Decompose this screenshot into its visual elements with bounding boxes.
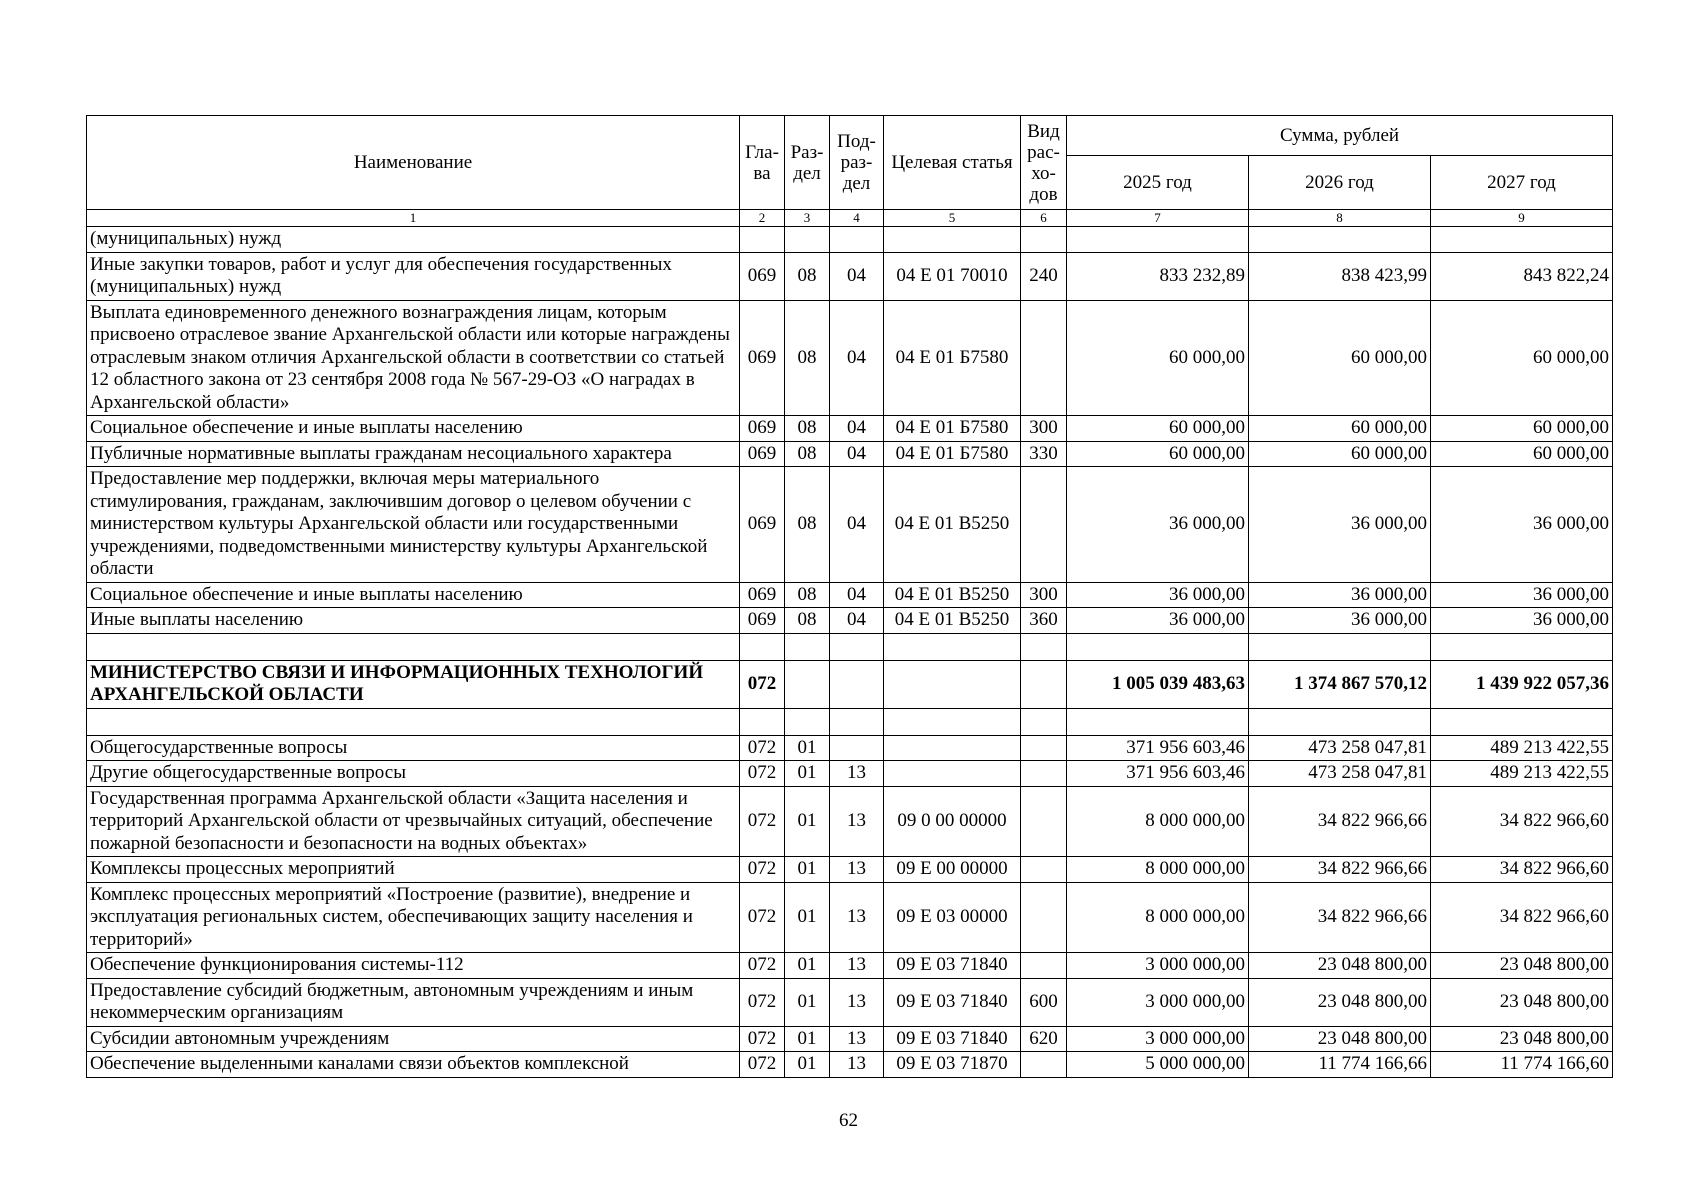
row-podrazdel-cell: 13: [830, 1026, 884, 1052]
row-vid-cell: 240: [1021, 252, 1067, 300]
table-header: [87, 116, 1613, 227]
table-row: [87, 708, 1613, 735]
row-vid-cell: 300: [1021, 416, 1067, 442]
row-razdel-cell: 01: [785, 953, 830, 979]
row-razdel-cell: 01: [785, 978, 830, 1026]
row-sum-2025-cell: 60 000,00: [1067, 416, 1249, 442]
row-sum-2027-cell: 1 439 922 057,36: [1431, 660, 1613, 708]
row-podrazdel-cell: 04: [830, 252, 884, 300]
table-row: [87, 660, 1613, 708]
table-row: [87, 227, 1613, 253]
row-sum-2026-cell: 60 000,00: [1249, 416, 1431, 442]
row-sum-2026-cell: 23 048 800,00: [1249, 1026, 1431, 1052]
row-vid-cell: [1021, 633, 1067, 660]
row-name-cell: Обеспечение функционирования системы-112: [87, 953, 740, 979]
row-podrazdel-cell: 04: [830, 300, 884, 416]
row-podrazdel-cell: 04: [830, 416, 884, 442]
table-row: [87, 761, 1613, 787]
table-row: [87, 608, 1613, 634]
row-name-cell: Комплекс процессных мероприятий «Построение (развитие), внедрение и эксплуатация региональных систем, обеспечивающих защиту населения и территорий»: [87, 882, 740, 953]
row-glava-cell: 072: [740, 735, 785, 761]
row-sum-2027-cell: 23 048 800,00: [1431, 953, 1613, 979]
row-glava-cell: 072: [740, 1026, 785, 1052]
row-sum-2027-cell: 489 213 422,55: [1431, 735, 1613, 761]
row-sum-2026-cell: 34 822 966,66: [1249, 786, 1431, 857]
row-target-cell: [884, 708, 1021, 735]
row-podrazdel-cell: 04: [830, 467, 884, 583]
row-name-cell: Иные выплаты населению: [87, 608, 740, 634]
row-podrazdel-cell: 13: [830, 978, 884, 1026]
row-podrazdel-cell: [830, 633, 884, 660]
row-name-cell: [87, 633, 740, 660]
row-glava-cell: 069: [740, 441, 785, 467]
row-vid-cell: [1021, 660, 1067, 708]
row-target-cell: 09 Е 00 00000: [884, 857, 1021, 883]
row-podrazdel-cell: 13: [830, 761, 884, 787]
budget-table: [86, 115, 1613, 1078]
table-row: [87, 633, 1613, 660]
row-target-cell: 09 Е 03 71840: [884, 953, 1021, 979]
header-sum: Сумма, рублей: [1067, 116, 1613, 156]
row-vid-cell: [1021, 882, 1067, 953]
row-name-cell: Субсидии автономным учреждениям: [87, 1026, 740, 1052]
row-sum-2026-cell: 36 000,00: [1249, 467, 1431, 583]
row-sum-2025-cell: 36 000,00: [1067, 608, 1249, 634]
row-sum-2027-cell: 843 822,24: [1431, 252, 1613, 300]
row-target-cell: 04 Е 01 Б7580: [884, 441, 1021, 467]
row-sum-2025-cell: 833 232,89: [1067, 252, 1249, 300]
row-podrazdel-cell: 13: [830, 857, 884, 883]
row-razdel-cell: [785, 633, 830, 660]
row-sum-2027-cell: [1431, 708, 1613, 735]
row-razdel-cell: 08: [785, 416, 830, 442]
row-name-cell: (муниципальных) нужд: [87, 227, 740, 253]
row-glava-cell: 072: [740, 953, 785, 979]
row-vid-cell: [1021, 300, 1067, 416]
row-sum-2025-cell: 36 000,00: [1067, 467, 1249, 583]
row-sum-2026-cell: 34 822 966,66: [1249, 882, 1431, 953]
row-sum-2027-cell: [1431, 227, 1613, 253]
row-podrazdel-cell: 04: [830, 582, 884, 608]
row-target-cell: 04 Е 01 70010: [884, 252, 1021, 300]
column-number-cell: 1: [87, 210, 740, 227]
row-name-cell: Комплексы процессных мероприятий: [87, 857, 740, 883]
row-name-cell: Иные закупки товаров, работ и услуг для обеспечения государственных (муниципальных) нужд: [87, 252, 740, 300]
row-glava-cell: 072: [740, 786, 785, 857]
row-glava-cell: 072: [740, 761, 785, 787]
row-vid-cell: [1021, 708, 1067, 735]
row-glava-cell: 069: [740, 300, 785, 416]
row-sum-2026-cell: 23 048 800,00: [1249, 978, 1431, 1026]
row-podrazdel-cell: [830, 227, 884, 253]
header-2026: 2026 год: [1249, 156, 1431, 210]
row-vid-cell: [1021, 467, 1067, 583]
row-podrazdel-cell: 13: [830, 882, 884, 953]
row-target-cell: 04 Е 01 Б7580: [884, 300, 1021, 416]
row-sum-2026-cell: 36 000,00: [1249, 608, 1431, 634]
row-podrazdel-cell: [830, 735, 884, 761]
row-podrazdel-cell: [830, 708, 884, 735]
row-glava-cell: [740, 633, 785, 660]
row-sum-2027-cell: [1431, 633, 1613, 660]
table-row: [87, 467, 1613, 583]
header-name: Наименование: [87, 116, 740, 210]
row-target-cell: [884, 633, 1021, 660]
column-number-cell: 2: [740, 210, 785, 227]
row-vid-cell: 600: [1021, 978, 1067, 1026]
column-number-cell: 6: [1021, 210, 1067, 227]
row-name-cell: Другие общегосударственные вопросы: [87, 761, 740, 787]
row-name-cell: Социальное обеспечение и иные выплаты населению: [87, 416, 740, 442]
row-target-cell: 04 Е 01 В5250: [884, 608, 1021, 634]
row-sum-2025-cell: 36 000,00: [1067, 582, 1249, 608]
row-sum-2027-cell: 34 822 966,60: [1431, 857, 1613, 883]
row-name-cell: МИНИСТЕРСТВО СВЯЗИ И ИНФОРМАЦИОННЫХ ТЕХНОЛОГИЙ АРХАНГЕЛЬСКОЙ ОБЛАСТИ: [87, 660, 740, 708]
row-podrazdel-cell: 04: [830, 441, 884, 467]
row-target-cell: [884, 761, 1021, 787]
row-sum-2027-cell: 36 000,00: [1431, 467, 1613, 583]
row-glava-cell: 072: [740, 978, 785, 1026]
row-glava-cell: [740, 708, 785, 735]
column-number-cell: 4: [830, 210, 884, 227]
row-sum-2027-cell: 60 000,00: [1431, 441, 1613, 467]
row-sum-2027-cell: 489 213 422,55: [1431, 761, 1613, 787]
row-sum-2027-cell: 34 822 966,60: [1431, 882, 1613, 953]
column-number-cell: 3: [785, 210, 830, 227]
row-target-cell: 09 Е 03 71840: [884, 1026, 1021, 1052]
row-name-cell: Общегосударственные вопросы: [87, 735, 740, 761]
row-target-cell: 04 Е 01 В5250: [884, 582, 1021, 608]
row-target-cell: 09 0 00 00000: [884, 786, 1021, 857]
row-name-cell: Обеспечение выделенными каналами связи объектов комплексной: [87, 1052, 740, 1078]
row-razdel-cell: 01: [785, 1052, 830, 1078]
table-row: [87, 1052, 1613, 1078]
row-sum-2027-cell: 36 000,00: [1431, 608, 1613, 634]
row-sum-2025-cell: [1067, 227, 1249, 253]
column-number-cell: 8: [1249, 210, 1431, 227]
row-glava-cell: 072: [740, 1052, 785, 1078]
row-sum-2026-cell: 60 000,00: [1249, 441, 1431, 467]
table-row: [87, 300, 1613, 416]
row-podrazdel-cell: 04: [830, 608, 884, 634]
row-sum-2025-cell: 371 956 603,46: [1067, 735, 1249, 761]
row-vid-cell: [1021, 761, 1067, 787]
row-target-cell: [884, 735, 1021, 761]
table-row: [87, 882, 1613, 953]
page-number: 62: [839, 1110, 858, 1131]
row-sum-2027-cell: 60 000,00: [1431, 300, 1613, 416]
row-sum-2026-cell: 1 374 867 570,12: [1249, 660, 1431, 708]
row-razdel-cell: 08: [785, 608, 830, 634]
row-name-cell: Публичные нормативные выплаты гражданам несоциального характера: [87, 441, 740, 467]
row-glava-cell: 069: [740, 582, 785, 608]
row-razdel-cell: 01: [785, 882, 830, 953]
row-razdel-cell: 01: [785, 786, 830, 857]
row-glava-cell: 072: [740, 882, 785, 953]
row-glava-cell: 069: [740, 252, 785, 300]
header-glava: Гла-ва: [740, 116, 785, 210]
row-vid-cell: 620: [1021, 1026, 1067, 1052]
row-name-cell: Выплата единовременного денежного вознаграждения лицам, которым присвоено отраслевое звание Архангельской области или которые награждены отраслевым знаком отличия Архангельской области в соответствии со статьей 12 областного закона от 23 сентября 2008 года № 567-29-ОЗ «О наградах в Архангельской области»: [87, 300, 740, 416]
row-podrazdel-cell: 13: [830, 953, 884, 979]
row-sum-2025-cell: 60 000,00: [1067, 300, 1249, 416]
header-2025: 2025 год: [1067, 156, 1249, 210]
row-vid-cell: 330: [1021, 441, 1067, 467]
row-sum-2025-cell: 3 000 000,00: [1067, 1026, 1249, 1052]
table-row: [87, 735, 1613, 761]
table-row: [87, 416, 1613, 442]
row-name-cell: Государственная программа Архангельской области «Защита населения и территорий Архангельской области от чрезвычайных ситуаций, обеспечение пожарной безопасности и безопасности на водных объектах»: [87, 786, 740, 857]
table-row: [87, 953, 1613, 979]
row-podrazdel-cell: 13: [830, 786, 884, 857]
row-sum-2027-cell: 34 822 966,60: [1431, 786, 1613, 857]
row-name-cell: [87, 708, 740, 735]
row-target-cell: [884, 227, 1021, 253]
row-razdel-cell: 01: [785, 735, 830, 761]
row-target-cell: [884, 660, 1021, 708]
row-sum-2025-cell: 3 000 000,00: [1067, 953, 1249, 979]
row-sum-2025-cell: 1 005 039 483,63: [1067, 660, 1249, 708]
row-sum-2026-cell: 838 423,99: [1249, 252, 1431, 300]
row-sum-2025-cell: 60 000,00: [1067, 441, 1249, 467]
row-razdel-cell: 08: [785, 441, 830, 467]
row-sum-2027-cell: 23 048 800,00: [1431, 978, 1613, 1026]
row-razdel-cell: [785, 660, 830, 708]
row-target-cell: 09 Е 03 00000: [884, 882, 1021, 953]
row-glava-cell: 072: [740, 857, 785, 883]
table-row: [87, 441, 1613, 467]
row-sum-2025-cell: 3 000 000,00: [1067, 978, 1249, 1026]
row-glava-cell: 072: [740, 660, 785, 708]
header-2027: 2027 год: [1431, 156, 1613, 210]
row-glava-cell: 069: [740, 608, 785, 634]
row-razdel-cell: 01: [785, 1026, 830, 1052]
row-sum-2025-cell: 8 000 000,00: [1067, 786, 1249, 857]
row-sum-2026-cell: 34 822 966,66: [1249, 857, 1431, 883]
table-row: [87, 252, 1613, 300]
header-razdel: Раз-дел: [785, 116, 830, 210]
row-sum-2025-cell: [1067, 708, 1249, 735]
row-razdel-cell: 01: [785, 761, 830, 787]
header-podrazdel: Под-раз-дел: [830, 116, 884, 210]
row-name-cell: Социальное обеспечение и иные выплаты населению: [87, 582, 740, 608]
row-target-cell: 04 Е 01 В5250: [884, 467, 1021, 583]
row-razdel-cell: 01: [785, 857, 830, 883]
row-vid-cell: [1021, 1052, 1067, 1078]
column-number-cell: 5: [884, 210, 1021, 227]
row-vid-cell: [1021, 227, 1067, 253]
row-vid-cell: [1021, 857, 1067, 883]
row-sum-2026-cell: [1249, 227, 1431, 253]
row-sum-2025-cell: 8 000 000,00: [1067, 882, 1249, 953]
row-sum-2025-cell: 5 000 000,00: [1067, 1052, 1249, 1078]
row-razdel-cell: 08: [785, 582, 830, 608]
row-razdel-cell: 08: [785, 252, 830, 300]
row-name-cell: Предоставление субсидий бюджетным, автономным учреждениям и иным некоммерческим организациям: [87, 978, 740, 1026]
row-vid-cell: [1021, 786, 1067, 857]
row-sum-2027-cell: 60 000,00: [1431, 416, 1613, 442]
row-glava-cell: 069: [740, 416, 785, 442]
row-sum-2027-cell: 36 000,00: [1431, 582, 1613, 608]
row-sum-2026-cell: 473 258 047,81: [1249, 735, 1431, 761]
column-number-row: [87, 210, 1613, 227]
row-sum-2026-cell: 473 258 047,81: [1249, 761, 1431, 787]
row-sum-2025-cell: [1067, 633, 1249, 660]
row-glava-cell: 069: [740, 467, 785, 583]
table-row: [87, 1026, 1613, 1052]
row-sum-2027-cell: 23 048 800,00: [1431, 1026, 1613, 1052]
row-podrazdel-cell: 13: [830, 1052, 884, 1078]
table-body: [87, 227, 1613, 1078]
row-podrazdel-cell: [830, 660, 884, 708]
row-vid-cell: 360: [1021, 608, 1067, 634]
row-target-cell: 04 Е 01 Б7580: [884, 416, 1021, 442]
header-vid: Вид рас-хо-дов: [1021, 116, 1067, 210]
row-vid-cell: [1021, 953, 1067, 979]
row-sum-2026-cell: [1249, 633, 1431, 660]
row-sum-2026-cell: 11 774 166,66: [1249, 1052, 1431, 1078]
row-razdel-cell: 08: [785, 300, 830, 416]
table-row: [87, 786, 1613, 857]
table-row: [87, 978, 1613, 1026]
column-number-cell: 7: [1067, 210, 1249, 227]
row-sum-2026-cell: 23 048 800,00: [1249, 953, 1431, 979]
table-row: [87, 582, 1613, 608]
row-razdel-cell: [785, 708, 830, 735]
row-razdel-cell: [785, 227, 830, 253]
row-sum-2026-cell: [1249, 708, 1431, 735]
row-sum-2026-cell: 60 000,00: [1249, 300, 1431, 416]
row-sum-2027-cell: 11 774 166,60: [1431, 1052, 1613, 1078]
row-sum-2025-cell: 371 956 603,46: [1067, 761, 1249, 787]
column-number-cell: 9: [1431, 210, 1613, 227]
row-vid-cell: 300: [1021, 582, 1067, 608]
row-glava-cell: [740, 227, 785, 253]
row-target-cell: 09 Е 03 71840: [884, 978, 1021, 1026]
table-row: [87, 857, 1613, 883]
row-target-cell: 09 Е 03 71870: [884, 1052, 1021, 1078]
row-name-cell: Предоставление мер поддержки, включая меры материального стимулирования, гражданам, заключившим договор о целевом обучении с министерством культуры Архангельской области или государственными учреждениями, подведомственными министерству культуры Архангельской области: [87, 467, 740, 583]
row-sum-2026-cell: 36 000,00: [1249, 582, 1431, 608]
row-sum-2025-cell: 8 000 000,00: [1067, 857, 1249, 883]
header-target: Целевая статья: [884, 116, 1021, 210]
row-vid-cell: [1021, 735, 1067, 761]
row-razdel-cell: 08: [785, 467, 830, 583]
